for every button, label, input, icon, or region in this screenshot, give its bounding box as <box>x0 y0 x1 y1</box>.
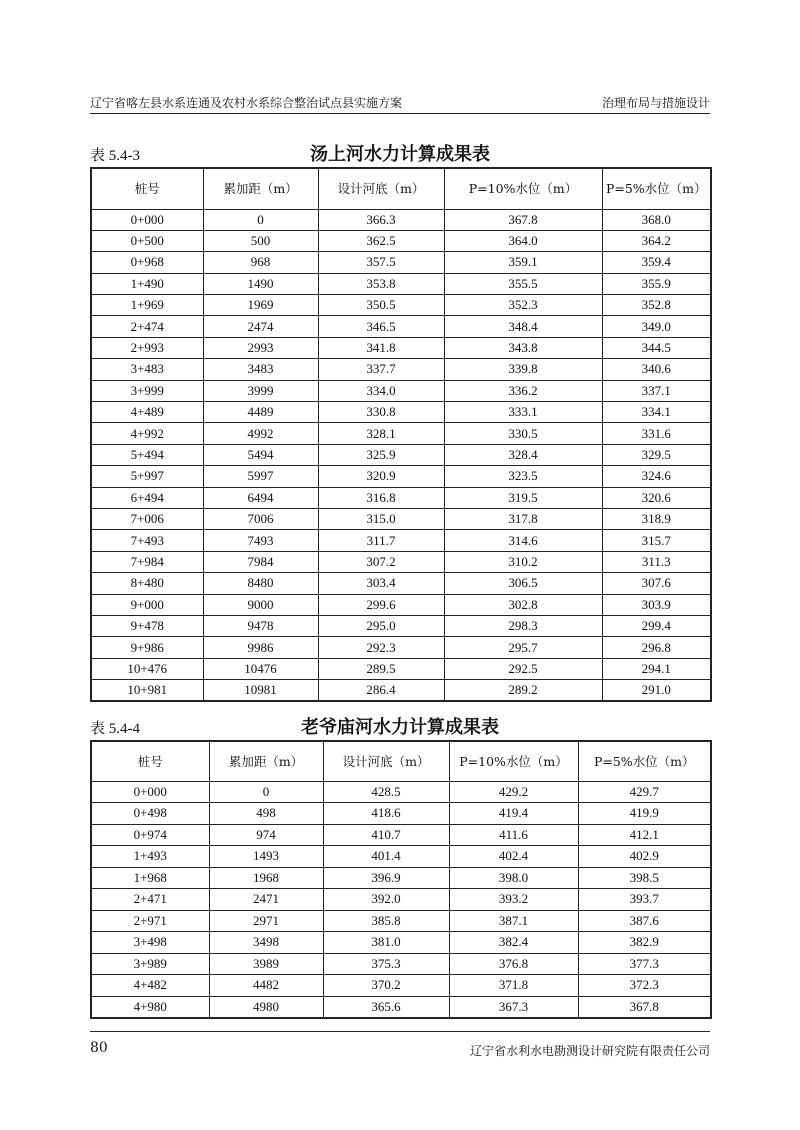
table-cell: 4482 <box>209 975 323 997</box>
table-cell: 341.8 <box>318 337 444 358</box>
table-row <box>91 359 711 380</box>
table-cell: 7+493 <box>91 530 203 551</box>
table2-caption <box>90 713 710 737</box>
table-cell: 353.8 <box>318 273 444 294</box>
table-cell: 974 <box>209 824 323 846</box>
table-cell: 4489 <box>203 402 318 423</box>
table-cell: 334.1 <box>602 402 711 423</box>
table-cell: 412.1 <box>578 824 711 846</box>
column-header: 累加距（m） <box>203 168 318 209</box>
table-cell: 396.9 <box>323 867 449 889</box>
table-cell: 319.5 <box>444 487 602 508</box>
column-header: 桩号 <box>91 168 203 209</box>
table-row <box>91 953 711 975</box>
column-header: P=10%水位（m） <box>449 741 578 781</box>
table-cell: 0+974 <box>91 824 209 846</box>
table-cell: 295.7 <box>444 637 602 658</box>
table-row <box>91 487 711 508</box>
table-cell: 330.8 <box>318 402 444 423</box>
table-row <box>91 402 711 423</box>
table-cell: 10981 <box>203 680 318 701</box>
table-cell: 2471 <box>209 889 323 911</box>
table-cell: 0+000 <box>91 209 203 230</box>
table-cell: 4+489 <box>91 402 203 423</box>
table-cell: 323.5 <box>444 466 602 487</box>
column-header: 设计河底（m） <box>323 741 449 781</box>
table-cell: 7+984 <box>91 551 203 572</box>
table-cell: 1969 <box>203 295 318 316</box>
table-row <box>91 975 711 997</box>
table-cell: 350.5 <box>318 295 444 316</box>
table-cell: 5+997 <box>91 466 203 487</box>
table-cell: 3+483 <box>91 359 203 380</box>
table-cell: 311.7 <box>318 530 444 551</box>
table-cell: 401.4 <box>323 846 449 868</box>
table-cell: 7+006 <box>91 508 203 529</box>
table-cell: 3483 <box>203 359 318 380</box>
table-cell: 330.5 <box>444 423 602 444</box>
table-row <box>91 252 711 273</box>
column-header: 设计河底（m） <box>318 168 444 209</box>
table-cell: 314.6 <box>444 530 602 551</box>
table-cell: 1+493 <box>91 846 209 868</box>
table-cell: 306.5 <box>444 573 602 594</box>
table-cell: 372.3 <box>578 975 711 997</box>
table-cell: 1968 <box>209 867 323 889</box>
table-cell: 299.6 <box>318 594 444 615</box>
table-cell: 8+480 <box>91 573 203 594</box>
table-cell: 316.8 <box>318 487 444 508</box>
table-cell: 0 <box>203 209 318 230</box>
table-row <box>91 530 711 551</box>
table-cell: 393.7 <box>578 889 711 911</box>
table-cell: 286.4 <box>318 680 444 701</box>
table1-caption <box>90 140 710 164</box>
table-row <box>91 295 711 316</box>
table-cell: 289.5 <box>318 658 444 679</box>
table-cell: 500 <box>203 230 318 251</box>
table-cell: 10+476 <box>91 658 203 679</box>
table-cell: 2+971 <box>91 910 209 932</box>
table-row <box>91 846 711 868</box>
table-cell: 8480 <box>203 573 318 594</box>
table-row <box>91 910 711 932</box>
footer-rule <box>90 1031 710 1032</box>
table-row <box>91 508 711 529</box>
table1-number: 表 5.4-3 <box>90 148 140 164</box>
table-cell: 398.5 <box>578 867 711 889</box>
table-row <box>91 337 711 358</box>
table-cell: 370.2 <box>323 975 449 997</box>
table2 <box>90 740 712 1019</box>
table-cell: 298.3 <box>444 615 602 636</box>
table-cell: 2+993 <box>91 337 203 358</box>
table-cell: 410.7 <box>323 824 449 846</box>
table-cell: 339.8 <box>444 359 602 380</box>
table-cell: 310.2 <box>444 551 602 572</box>
table-cell: 362.5 <box>318 230 444 251</box>
table-cell: 385.8 <box>323 910 449 932</box>
table-cell: 302.8 <box>444 594 602 615</box>
table-cell: 366.3 <box>318 209 444 230</box>
table-cell: 315.7 <box>602 530 711 551</box>
table-cell: 7984 <box>203 551 318 572</box>
table2-number: 表 5.4-4 <box>90 721 140 737</box>
table-cell: 325.9 <box>318 444 444 465</box>
table-cell: 303.4 <box>318 573 444 594</box>
table-cell: 4+992 <box>91 423 203 444</box>
table-cell: 1+490 <box>91 273 203 294</box>
table-cell: 393.2 <box>449 889 578 911</box>
table-cell: 419.4 <box>449 803 578 825</box>
table-row <box>91 637 711 658</box>
table-cell: 387.6 <box>578 910 711 932</box>
table-cell: 320.9 <box>318 466 444 487</box>
table-row <box>91 209 711 230</box>
table-cell: 352.8 <box>602 295 711 316</box>
table-cell: 331.6 <box>602 423 711 444</box>
table2-header-row <box>91 741 711 781</box>
table-cell: 367.3 <box>449 996 578 1018</box>
table-cell: 387.1 <box>449 910 578 932</box>
table-cell: 346.5 <box>318 316 444 337</box>
table-cell: 9+478 <box>91 615 203 636</box>
table-row <box>91 573 711 594</box>
table-cell: 307.6 <box>602 573 711 594</box>
table-cell: 318.9 <box>602 508 711 529</box>
table-cell: 9986 <box>203 637 318 658</box>
document-title: 辽宁省喀左县水系连通及农村水系综合整治试点县实施方案 <box>90 96 403 110</box>
column-header: 累加距（m） <box>209 741 323 781</box>
table-row <box>91 230 711 251</box>
table-cell: 295.0 <box>318 615 444 636</box>
table-row <box>91 867 711 889</box>
table-cell: 0+500 <box>91 230 203 251</box>
table-cell: 328.4 <box>444 444 602 465</box>
column-header: 桩号 <box>91 741 209 781</box>
table-cell: 381.0 <box>323 932 449 954</box>
table-cell: 324.6 <box>602 466 711 487</box>
table-cell: 343.8 <box>444 337 602 358</box>
table-cell: 1490 <box>203 273 318 294</box>
table1 <box>90 167 712 702</box>
table-cell: 365.6 <box>323 996 449 1018</box>
table-row <box>91 658 711 679</box>
table-cell: 364.2 <box>602 230 711 251</box>
table-cell: 292.5 <box>444 658 602 679</box>
table-cell: 289.2 <box>444 680 602 701</box>
table-cell: 10476 <box>203 658 318 679</box>
table-cell: 315.0 <box>318 508 444 529</box>
page-header <box>90 94 710 112</box>
table-cell: 0+498 <box>91 803 209 825</box>
table-cell: 296.8 <box>602 637 711 658</box>
table-cell: 329.5 <box>602 444 711 465</box>
table-cell: 307.2 <box>318 551 444 572</box>
table-cell: 0+000 <box>91 781 209 803</box>
table-cell: 1+968 <box>91 867 209 889</box>
table-row <box>91 466 711 487</box>
table-cell: 2971 <box>209 910 323 932</box>
table-cell: 359.4 <box>602 252 711 273</box>
column-header: P=5%水位（m） <box>602 168 711 209</box>
table-cell: 0 <box>209 781 323 803</box>
table-cell: 367.8 <box>578 996 711 1018</box>
table-cell: 320.6 <box>602 487 711 508</box>
table2-title: 老爷庙河水力计算成果表 <box>301 717 499 738</box>
table-cell: 3+999 <box>91 380 203 401</box>
table-cell: 2474 <box>203 316 318 337</box>
table-row <box>91 824 711 846</box>
table-row <box>91 423 711 444</box>
table-cell: 4+482 <box>91 975 209 997</box>
table-cell: 371.8 <box>449 975 578 997</box>
table-cell: 9+986 <box>91 637 203 658</box>
table-cell: 337.7 <box>318 359 444 380</box>
column-header: P=5%水位（m） <box>578 741 711 781</box>
table-cell: 355.9 <box>602 273 711 294</box>
table-cell: 402.9 <box>578 846 711 868</box>
table-cell: 968 <box>203 252 318 273</box>
table-row <box>91 615 711 636</box>
table-row <box>91 781 711 803</box>
table-cell: 291.0 <box>602 680 711 701</box>
table-cell: 5494 <box>203 444 318 465</box>
table-cell: 2993 <box>203 337 318 358</box>
table-cell: 340.6 <box>602 359 711 380</box>
table-cell: 392.0 <box>323 889 449 911</box>
table-cell: 299.4 <box>602 615 711 636</box>
table-row <box>91 996 711 1018</box>
table-row <box>91 594 711 615</box>
table-cell: 349.0 <box>602 316 711 337</box>
table-cell: 344.5 <box>602 337 711 358</box>
table-cell: 357.5 <box>318 252 444 273</box>
table-cell: 5+494 <box>91 444 203 465</box>
header-rule <box>90 113 710 114</box>
table-cell: 3+989 <box>91 953 209 975</box>
table-cell: 10+981 <box>91 680 203 701</box>
table-row <box>91 932 711 954</box>
table-cell: 9000 <box>203 594 318 615</box>
table-cell: 382.9 <box>578 932 711 954</box>
table-cell: 411.6 <box>449 824 578 846</box>
table-cell: 359.1 <box>444 252 602 273</box>
table-row <box>91 444 711 465</box>
table-cell: 398.0 <box>449 867 578 889</box>
table-cell: 0+968 <box>91 252 203 273</box>
table-cell: 3999 <box>203 380 318 401</box>
table-cell: 4980 <box>209 996 323 1018</box>
table-cell: 294.1 <box>602 658 711 679</box>
table-cell: 334.0 <box>318 380 444 401</box>
table-cell: 498 <box>209 803 323 825</box>
table-cell: 402.4 <box>449 846 578 868</box>
table-cell: 303.9 <box>602 594 711 615</box>
table1-header-row <box>91 168 711 209</box>
table1-title: 汤上河水力计算成果表 <box>310 144 490 165</box>
table-cell: 368.0 <box>602 209 711 230</box>
column-header: P=10%水位（m） <box>444 168 602 209</box>
table-cell: 428.5 <box>323 781 449 803</box>
table-cell: 429.2 <box>449 781 578 803</box>
table-cell: 1493 <box>209 846 323 868</box>
table-cell: 3+498 <box>91 932 209 954</box>
table-cell: 311.3 <box>602 551 711 572</box>
table-cell: 7493 <box>203 530 318 551</box>
table-cell: 2+474 <box>91 316 203 337</box>
table-cell: 418.6 <box>323 803 449 825</box>
table-row <box>91 316 711 337</box>
table-cell: 5997 <box>203 466 318 487</box>
table-cell: 292.3 <box>318 637 444 658</box>
table-cell: 2+471 <box>91 889 209 911</box>
table-row <box>91 803 711 825</box>
table-cell: 382.4 <box>449 932 578 954</box>
table-cell: 7006 <box>203 508 318 529</box>
table-cell: 348.4 <box>444 316 602 337</box>
page-number: 80 <box>90 1040 108 1056</box>
table-row <box>91 380 711 401</box>
table-cell: 4+980 <box>91 996 209 1018</box>
table-cell: 333.1 <box>444 402 602 423</box>
table-cell: 328.1 <box>318 423 444 444</box>
table-cell: 376.8 <box>449 953 578 975</box>
table-cell: 364.0 <box>444 230 602 251</box>
table-cell: 317.8 <box>444 508 602 529</box>
table-row <box>91 680 711 701</box>
table-row <box>91 273 711 294</box>
table-cell: 352.3 <box>444 295 602 316</box>
table-cell: 337.1 <box>602 380 711 401</box>
table-cell: 375.3 <box>323 953 449 975</box>
table-cell: 1+969 <box>91 295 203 316</box>
table-cell: 429.7 <box>578 781 711 803</box>
organization-name: 辽宁省水利水电勘测设计研究院有限责任公司 <box>469 1044 710 1058</box>
table-cell: 377.3 <box>578 953 711 975</box>
table-cell: 367.8 <box>444 209 602 230</box>
table-cell: 9+000 <box>91 594 203 615</box>
table-cell: 9478 <box>203 615 318 636</box>
table-cell: 6494 <box>203 487 318 508</box>
section-title: 治理布局与措施设计 <box>601 96 710 110</box>
table-cell: 3498 <box>209 932 323 954</box>
table-row <box>91 889 711 911</box>
table-cell: 355.5 <box>444 273 602 294</box>
table-cell: 419.9 <box>578 803 711 825</box>
table-cell: 336.2 <box>444 380 602 401</box>
table-cell: 6+494 <box>91 487 203 508</box>
table-cell: 4992 <box>203 423 318 444</box>
table-cell: 3989 <box>209 953 323 975</box>
table-row <box>91 551 711 572</box>
